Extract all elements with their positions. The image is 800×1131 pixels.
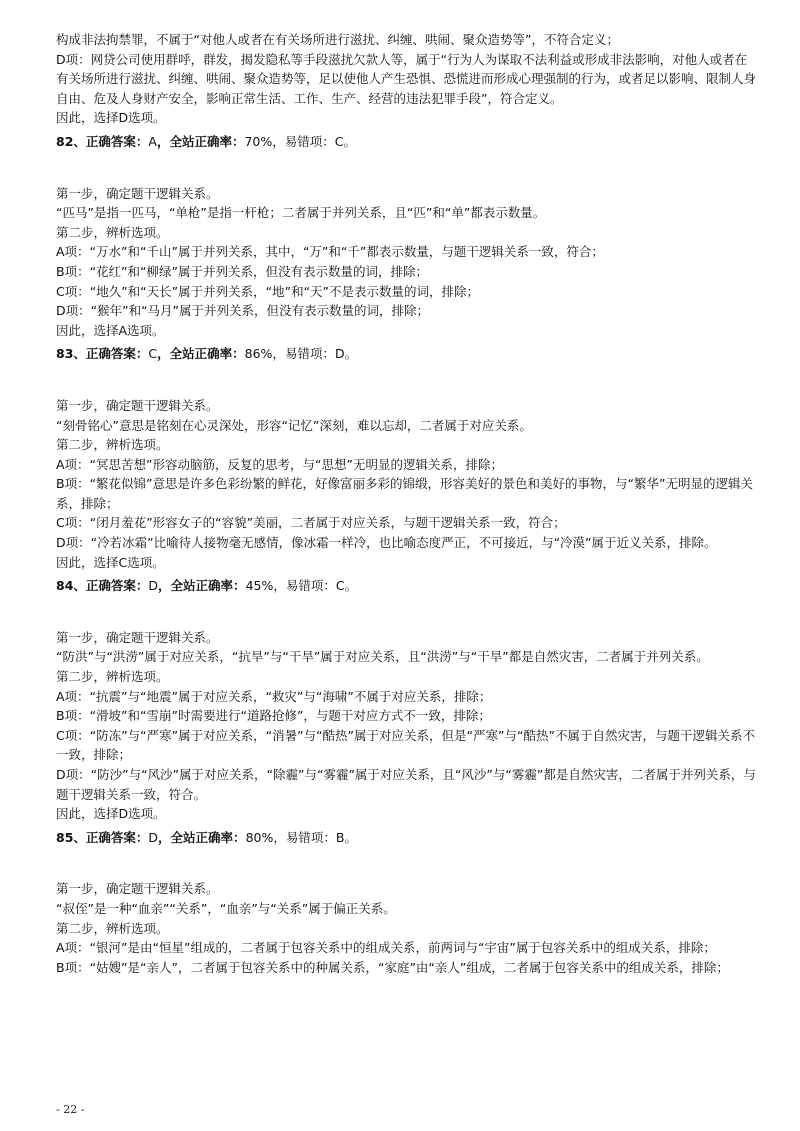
explanation-line: 第一步，确定题干逻辑关系。 — [56, 629, 219, 645]
accuracy-rate: 45% — [245, 578, 274, 594]
common-error: ，易错项：D。 — [272, 346, 358, 362]
explanation-line: 第二步，辨析选项。 — [56, 920, 169, 936]
explanation-line: 因此，选择A选项。 — [56, 322, 165, 338]
explanation-line: 第一步，确定题干逻辑关系。 — [56, 185, 219, 201]
answer-label: 82、正确答案： — [56, 133, 149, 149]
answer-label: 84、正确答案： — [56, 578, 149, 594]
answer-value: D — [148, 578, 159, 594]
explanation-line: “防洪”与“洪涝”属于对应关系，“抗旱”与“干旱”属于对应关系，且“洪涝”与“干旱”都是自然灾害，二者属于并列关系。 — [56, 649, 709, 665]
explanation-line: D项：“防沙”与“风沙”属于对应关系，“除霾”与“雾霾”属于对应关系，且“风沙”与“雾霾”都是自然灾害，二者属于并列关系，与题干逻辑关系一致，符合。 — [56, 767, 756, 802]
explanation-line: 第二步，辨析选项。 — [56, 224, 169, 240]
explanation-line: B项：“繁花似锦”意思是许多色彩纷繁的鲜花，好像富丽多彩的锦缎，形容美好的景色和美好的事物，与“繁华”无明显的逻辑关系，排除； — [56, 476, 753, 511]
answer-label: 85、正确答案： — [56, 829, 149, 845]
explanation-line: A项：“银河”是由“恒星”组成的，二者属于包容关系中的组成关系，前两词与“宇宙”属于包容关系中的组成关系，排除； — [56, 940, 716, 956]
explanation-line: 第一步，确定题干逻辑关系。 — [56, 881, 219, 897]
answer-label: 83、正确答案： — [56, 346, 149, 362]
text-line: 构成非法拘禁罪，不属于“对他人或者在有关场所进行滋扰、纠缠、哄闹、聚众造势等”，不符合定义； — [56, 32, 619, 47]
text-line: D项：网贷公司使用群呼，群发，揭发隐私等手段滋扰欠款人等，属于“行为人为谋取不法利益或形成非法影响，对他人或者在有关场所进行滋扰、纠缠、哄闹、聚众造势等，足以使他人产生恐惧、恐慌进而形成心理强制的行为，或者足以影响、限制人身自由、危及人身财产安全，影响正常生活、工作、生产、经营的违法犯罪手段”，符合定义。 — [56, 51, 757, 106]
answer-value: A — [148, 133, 157, 149]
spacer — [56, 600, 756, 628]
explanation-line: 第一步，确定题干逻辑关系。 — [56, 397, 219, 413]
page-number: - 22 - — [56, 1103, 85, 1116]
accuracy-rate: 70% — [244, 133, 273, 149]
accuracy-rate: 86% — [244, 346, 273, 362]
accuracy-label: ，全站正确率： — [156, 133, 245, 149]
answer-value: D — [148, 829, 159, 845]
answer-header — [56, 828, 756, 848]
accuracy-label: ，全站正确率： — [158, 578, 246, 594]
common-error: ，易错项：B。 — [273, 829, 357, 845]
explanation-line: A项：“冥思苦想”形容动脑筋，反复的思考，与“思想”无明显的逻辑关系，排除； — [56, 456, 503, 472]
common-error: ，易错项：C。 — [273, 578, 358, 594]
explanation-line: 因此，选择C选项。 — [56, 554, 165, 570]
accuracy-label: ，全站正确率： — [157, 346, 245, 362]
accuracy-rate: 80% — [245, 829, 274, 845]
accuracy-label: ，全站正确率： — [158, 829, 246, 845]
questions-list — [56, 132, 756, 977]
explanation-line: B项：“花红”和“柳绿”属于并列关系，但没有表示数量的词，排除； — [56, 263, 428, 279]
explanation-line: B项：“滑坡”和“雪崩”时需要进行“道路抢修”，与题干对应方式不一致，排除； — [56, 708, 491, 724]
explanation-line: C项：“防冻”与“严寒”属于对应关系，“消暑”与“酷热”属于对应关系，但是“严寒”与“酷热”不属于自然灾害，与题干逻辑关系不一致，排除； — [56, 727, 755, 763]
explanation-line: “刻骨铭心”意思是铭刻在心灵深处，形容“记忆”深刻，难以忘却，二者属于对应关系。 — [56, 417, 532, 433]
spacer — [56, 156, 756, 184]
document-body — [56, 30, 756, 977]
explanation-line: C项：“地久”和“天长”属于并列关系，“地”和“天”不是表示数量的词，排除； — [56, 283, 480, 299]
answer-header — [56, 344, 756, 364]
explanation-line: 第二步，辨析选项。 — [56, 437, 169, 453]
intro-section — [56, 30, 756, 128]
spacer — [56, 368, 756, 396]
explanation-line: D项：“冷若冰霜”比喻待人接物毫无感情，像冰霜一样冷，也比喻态度严正，不可接近，与“冷漠”属于近义关系，排除。 — [56, 535, 717, 551]
explanation-line: A项：“抗震”与“地震”属于对应关系，“救灾”与“海啸”不属于对应关系，排除； — [56, 688, 492, 704]
explanation-line: A项：“万水”和“千山”属于并列关系，其中，“万”和“千”都表示数量，与题干逻辑关系一致，符合； — [56, 244, 604, 260]
explanation-line: “叔侄”是一种“血亲”“关系”，“血亲”与“关系”属于偏正关系。 — [56, 900, 396, 916]
answer-header — [56, 132, 756, 152]
explanation-line: 因此，选择D选项。 — [56, 806, 166, 822]
common-error: ，易错项：C。 — [272, 133, 357, 149]
explanation-line: 第二步，辨析选项。 — [56, 669, 169, 685]
explanation-line: C项：“闭月羞花”形容女子的“容貌”美丽，二者属于对应关系，与题干逻辑关系一致，符合； — [56, 515, 566, 531]
explanation-line: D项：“猴年”和“马月”属于并列关系，但没有表示数量的词，排除； — [56, 303, 430, 319]
explanation-line: B项：“姑嫂”是“亲人”，二者属于包容关系中的种属关系，“家庭”由“亲人”组成，二者属于包容关系中的组成关系，排除； — [56, 959, 729, 975]
explanation-line: “匹马”是指一匹马，“单枪”是指一杆枪；二者属于并列关系，且“匹”和“单”都表示数量。 — [56, 205, 546, 221]
text-line: 因此，选择D选项。 — [56, 110, 166, 126]
answer-value: C — [148, 346, 158, 362]
answer-header — [56, 576, 756, 596]
spacer — [56, 851, 756, 879]
